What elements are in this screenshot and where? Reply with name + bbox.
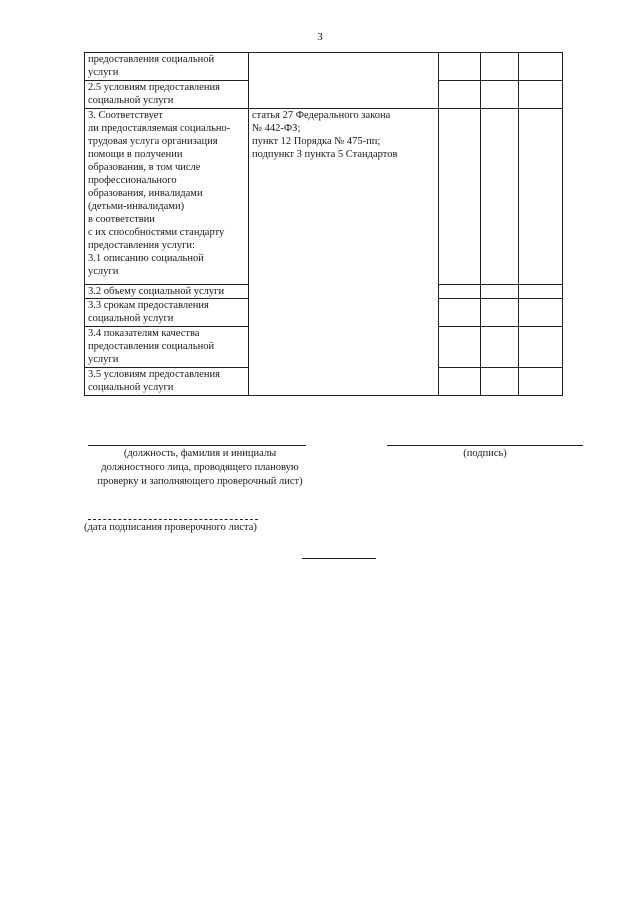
answer-no-cell[interactable]	[481, 285, 519, 299]
criterion-text: 3. Соответствует ли предоставляемая социально- трудовая услуга организация помощи в получении образования, в том числе профессионального образования, инвалидами (детьми-инвалидами) в соответствии с их способностями стандарту предоставления услуги: 3.1 описанию социальной услуги	[88, 110, 231, 277]
criterion-text: предоставления социальной услуги	[88, 54, 215, 78]
answer-yes-cell[interactable]	[439, 368, 481, 396]
criterion-text: 3.5 условиям предоставления социальной услуги	[88, 369, 220, 393]
answer-no-cell[interactable]	[481, 81, 519, 109]
criterion-text: 3.4 показателям качества предоставления социальной услуги	[88, 328, 215, 365]
answer-na-cell[interactable]	[519, 81, 563, 109]
criterion-cell	[85, 285, 249, 299]
criterion-text: 2.5 условиям предоставления социальной услуги	[88, 82, 220, 106]
answer-na-cell[interactable]	[519, 285, 563, 299]
date-caption: (дата подписания проверочного листа)	[84, 522, 257, 533]
checklist-table	[84, 52, 563, 396]
criterion-cell	[85, 109, 249, 285]
legal-reference-cell	[249, 109, 439, 396]
answer-yes-cell[interactable]	[439, 327, 481, 368]
criterion-cell	[85, 299, 249, 327]
signature-caption: (подпись)	[463, 448, 507, 459]
criterion-text: 3.2 объему социальной услуги	[88, 286, 225, 297]
end-of-document-rule	[302, 558, 376, 559]
answer-na-cell[interactable]	[519, 299, 563, 327]
page-number: 3	[317, 31, 323, 43]
criterion-cell	[85, 327, 249, 368]
answer-na-cell[interactable]	[519, 109, 563, 285]
criterion-cell	[85, 81, 249, 109]
answer-no-cell[interactable]	[481, 109, 519, 285]
answer-yes-cell[interactable]	[439, 81, 481, 109]
answer-yes-cell[interactable]	[439, 285, 481, 299]
answer-no-cell[interactable]	[481, 327, 519, 368]
position-caption: (должность, фамилия и инициалы должностного лица, проводящего плановую проверку и заполняющего проверочный лист)	[97, 448, 303, 487]
signature-line[interactable]	[387, 445, 583, 446]
answer-na-cell[interactable]	[519, 53, 563, 81]
answer-yes-cell[interactable]	[439, 109, 481, 285]
criterion-cell	[85, 368, 249, 396]
criterion-text: 3.3 срокам предоставления социальной услуги	[88, 300, 209, 324]
table-row	[85, 109, 563, 285]
answer-no-cell[interactable]	[481, 299, 519, 327]
answer-yes-cell[interactable]	[439, 299, 481, 327]
answer-yes-cell[interactable]	[439, 53, 481, 81]
answer-na-cell[interactable]	[519, 327, 563, 368]
legal-reference-text: статья 27 Федерального закона № 442-ФЗ; пункт 12 Порядка № 475-пп; подпункт 3 пункта 5 Стандартов	[252, 110, 398, 160]
answer-no-cell[interactable]	[481, 53, 519, 81]
answer-na-cell[interactable]	[519, 368, 563, 396]
legal-reference-cell	[249, 53, 439, 109]
position-signature-line[interactable]	[88, 445, 306, 446]
answer-no-cell[interactable]	[481, 368, 519, 396]
criterion-cell	[85, 53, 249, 81]
date-signature-line[interactable]	[88, 519, 258, 520]
table-row	[85, 53, 563, 81]
